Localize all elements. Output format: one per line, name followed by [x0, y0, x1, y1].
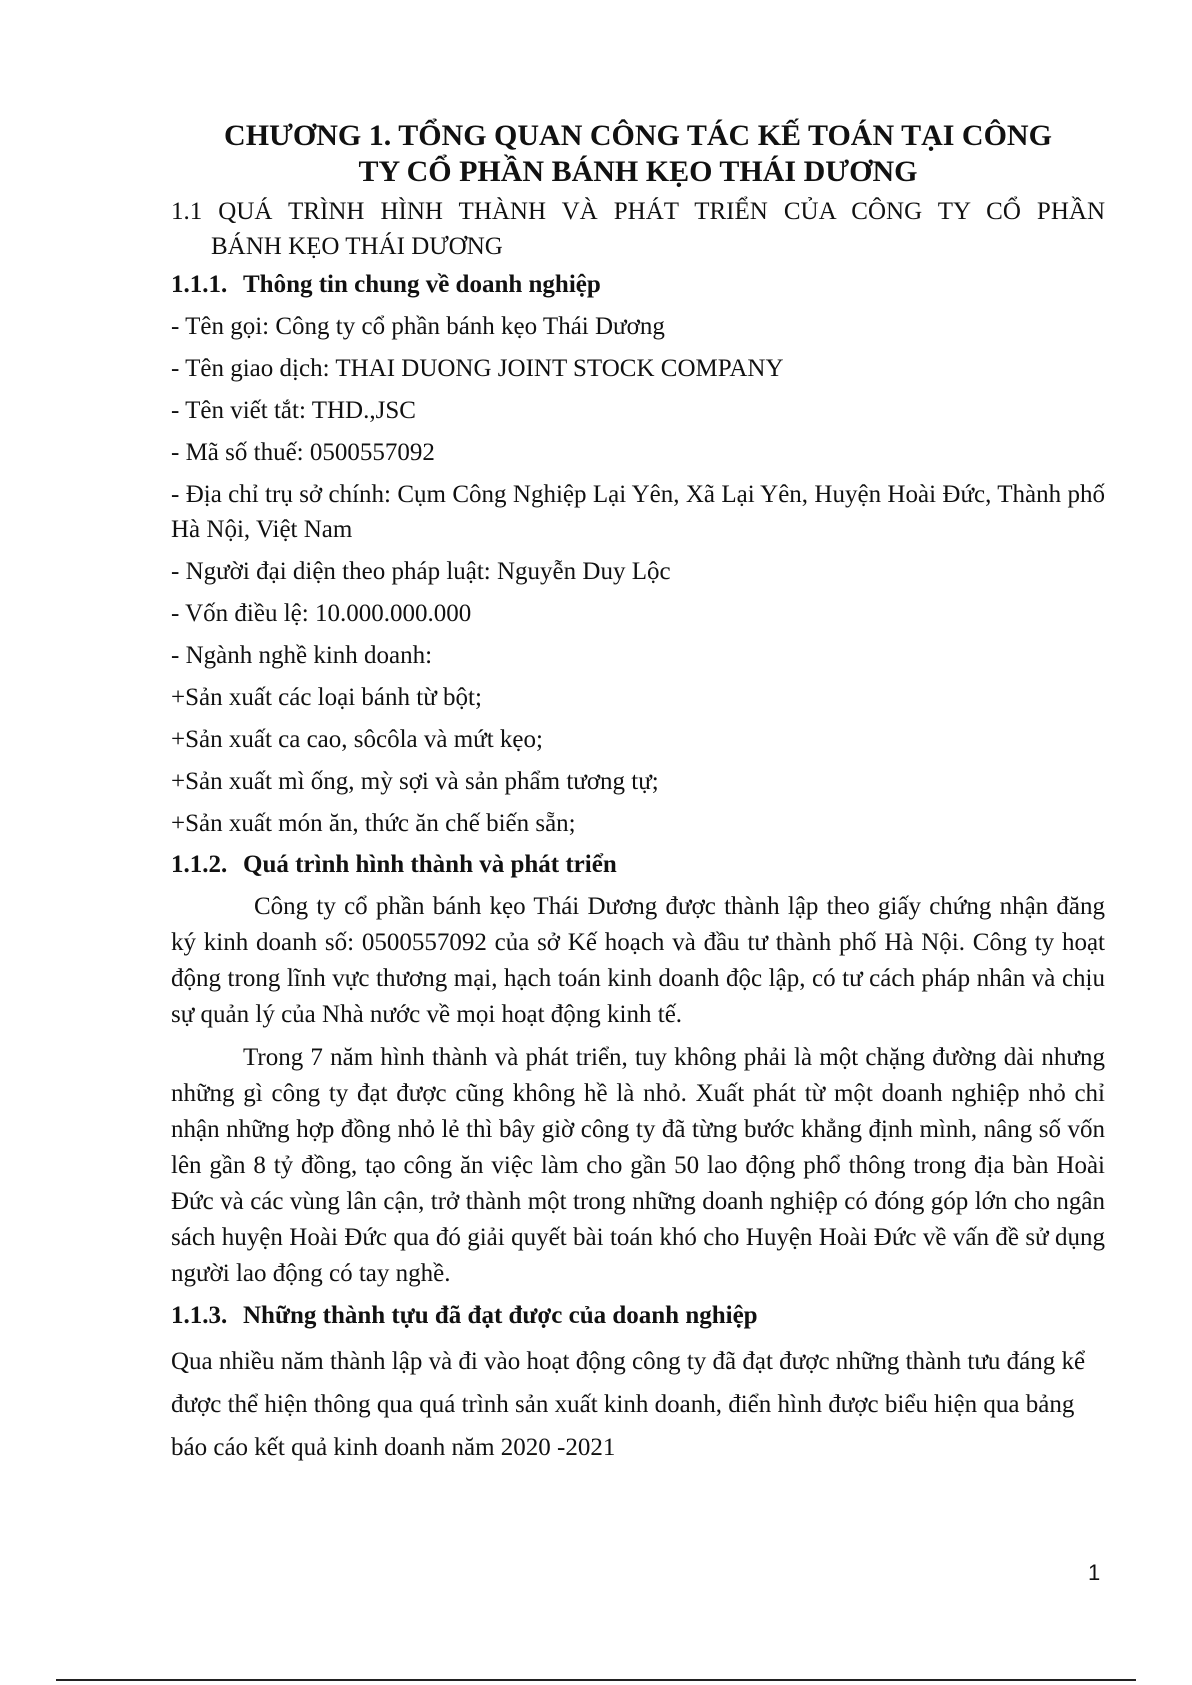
- achievements-paragraph: Qua nhiều năm thành lập và đi vào hoạt động công ty đã đạt được những thành tưu đáng kể được thể hiện thông qua quá trình sản xuất kinh doanh, điển hình được biểu hiện qua bảng báo cáo kết quả kinh doanh năm 2020 -2021: [171, 1348, 1086, 1461]
- business-line-item: +Sản xuất mì ống, mỳ sợi và sản phẩm tương tự;: [171, 768, 659, 795]
- history-paragraph-2: Trong 7 năm hình thành và phát triển, tuy không phải là một chặng đường dài nhưng những gì công ty đạt được cũng không hề là nhỏ. Xuất phát từ một doanh nghiệp nhỏ chỉ nhận những hợp đồng nhỏ lẻ thì bây giờ công ty đã từng bước khẳng định mình, nâng số vốn lên gần 8 tỷ đồng, tạo công ăn việc làm cho gần 50 lao động phổ thông trong địa bàn Hoài Đức và các vùng lân cận, trở thành một trong những doanh nghiệp có đóng góp lớn cho ngân sách huyện Hoài Đức qua đó giải quyết bài toán khó cho Huyện Hoài Đức về vấn đề sử dụng người lao động có tay nghề.: [171, 1044, 1105, 1287]
- info-address: - Địa chỉ trụ sở chính: Cụm Công Nghiệp Lại Yên, Xã Lại Yên, Huyện Hoài Đức, Thành phố Hà Nội, Việt Nam: [171, 481, 1105, 543]
- subsection-number: 1.1.3.: [171, 1302, 228, 1329]
- subsection-title: Những thành tựu đã đạt được của doanh nghiệp: [243, 1302, 758, 1329]
- chapter-title-line-2: TY CỔ PHẦN BÁNH KẸO THÁI DƯƠNG: [358, 155, 918, 188]
- subsection-1-1-3-heading: [171, 1299, 1105, 1333]
- page-content: [171, 118, 1105, 1476]
- business-line-item: +Sản xuất món ăn, thức ăn chế biến sẵn;: [171, 810, 576, 837]
- footer-divider: [56, 1679, 1136, 1681]
- info-short-name: - Tên viết tắt: THD.,JSC: [171, 397, 416, 424]
- subsection-title: Quá trình hình thành và phát triển: [243, 851, 617, 878]
- subsection-title: Thông tin chung về doanh nghiệp: [243, 271, 601, 298]
- chapter-title-line-1: CHƯƠNG 1. TỔNG QUAN CÔNG TÁC KẾ TOÁN TẠI CÔNG: [224, 119, 1052, 152]
- info-charter-capital: - Vốn điều lệ: 10.000.000.000: [171, 600, 472, 627]
- info-legal-representative: - Người đại diện theo pháp luật: Nguyễn Duy Lộc: [171, 558, 671, 585]
- business-line-item: +Sản xuất ca cao, sôcôla và mứt kẹo;: [171, 726, 543, 753]
- info-company-name: - Tên gọi: Công ty cổ phần bánh kẹo Thái Dương: [171, 313, 665, 340]
- subsection-number: 1.1.1.: [171, 271, 228, 298]
- history-paragraph-1: Công ty cổ phần bánh kẹo Thái Dương được thành lập theo giấy chứng nhận đăng ký kinh doanh số: 0500557092 của sở Kế hoạch và đầu tư thành phố Hà Nội. Công ty hoạt động trong lĩnh vực thương mại, hạch toán kinh doanh độc lập, có tư cách pháp nhân và chịu sự quản lý của Nhà nước về mọi hoạt động kinh tế.: [171, 893, 1105, 1028]
- section-title: 1.1 QUÁ TRÌNH HÌNH THÀNH VÀ PHÁT TRIỂN CỦA CÔNG TY CỔ PHẦN: [171, 198, 1105, 225]
- subsection-1-1-1-heading: [171, 268, 1105, 302]
- section-title-continuation: BÁNH KẸO THÁI DƯƠNG: [211, 233, 503, 260]
- subsection-number: 1.1.2.: [171, 851, 228, 878]
- info-business-lines-label: - Ngành nghề kinh doanh:: [171, 642, 433, 669]
- page-number: 1: [1088, 1560, 1101, 1585]
- info-tax-code: - Mã số thuế: 0500557092: [171, 439, 435, 466]
- subsection-1-1-2-heading: [171, 848, 1105, 882]
- info-trade-name: - Tên giao dịch: THAI DUONG JOINT STOCK COMPANY: [171, 355, 784, 382]
- business-line-item: +Sản xuất các loại bánh từ bột;: [171, 684, 482, 711]
- chapter-title: [171, 118, 1105, 190]
